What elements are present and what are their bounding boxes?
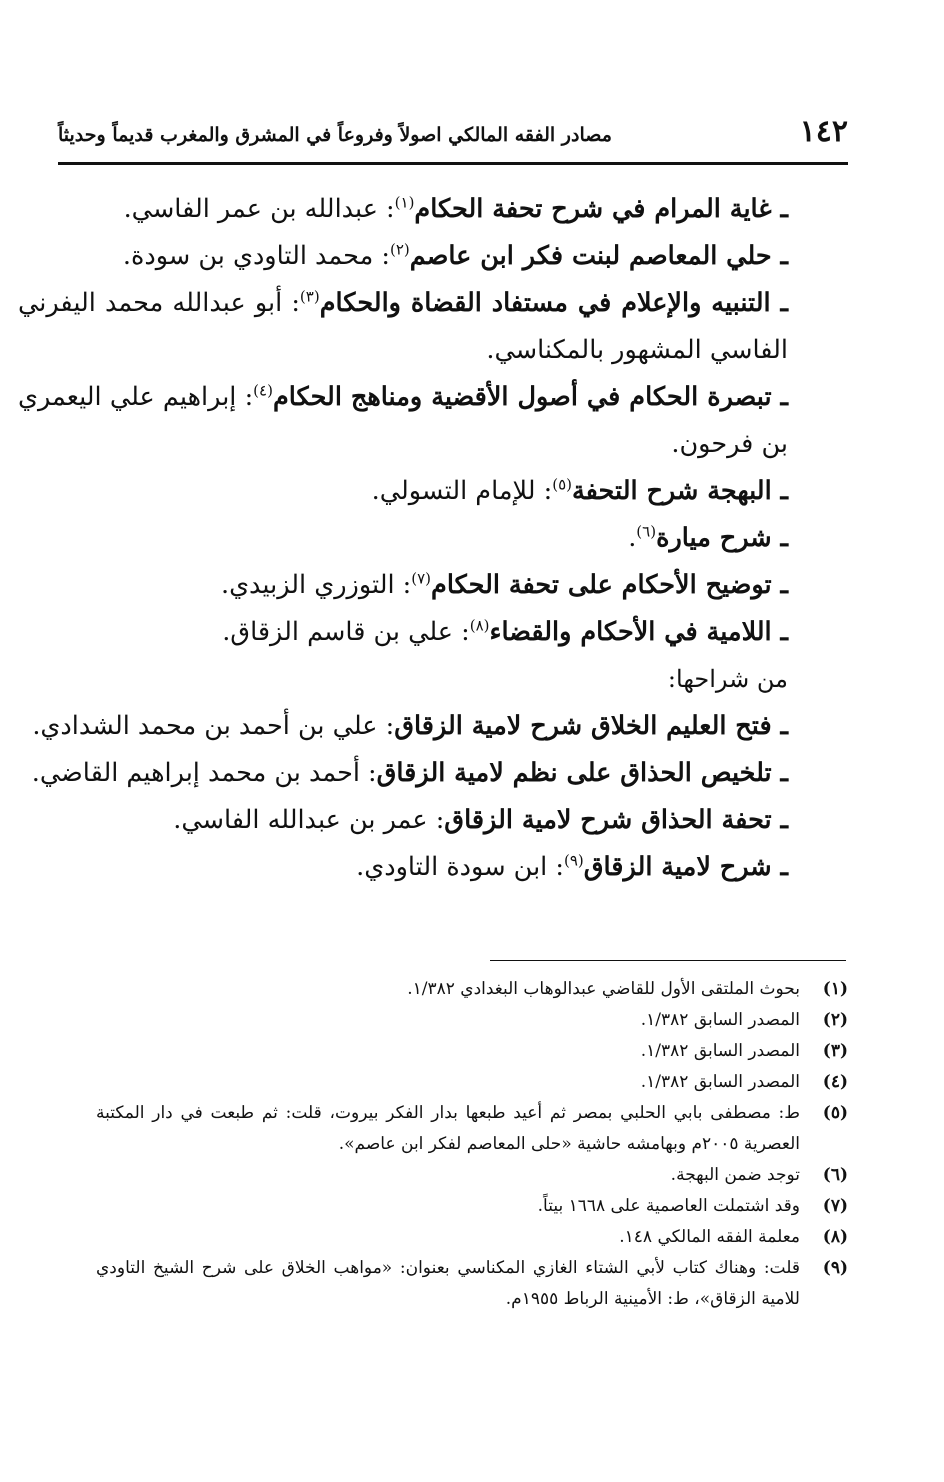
list-item bbox=[78, 468, 788, 515]
book-author: : عبدالله بن عمر الفاسي. bbox=[123, 194, 395, 224]
book-title: ـ فتح العليم الخلاق شرح لامية الزقاق bbox=[394, 711, 788, 741]
footnote bbox=[96, 1253, 848, 1315]
footnote-text: بحوث الملتقى الأول للقاضي عبدالوهاب البغدادي ١/٣٨٢. bbox=[407, 979, 800, 999]
footnote-text: المصدر السابق ١/٣٨٢. bbox=[640, 1072, 800, 1092]
footnote-number: (٣) bbox=[822, 1041, 848, 1061]
footnote-text: توجد ضمن البهجة. bbox=[670, 1165, 800, 1185]
page-number: ١٤٢ bbox=[799, 114, 848, 149]
footnote-divider bbox=[490, 960, 846, 961]
book-author: : علي بن قاسم الزقاق. bbox=[222, 617, 470, 647]
footnote bbox=[96, 1098, 848, 1160]
footnote-text: ط: مصطفى بابي الحلبي بمصر ثم أعيد طبعها بدار الفكر بيروت، قلت: ثم طبعت في دار المكتبة العصرية ٢٠٠٥م وبهامشه حاشية «حلى المعاصم لفكر ابن عاصم». bbox=[96, 1103, 800, 1154]
running-title: مصادر الفقه المالكي اصولاً وفروعاً في المشرق والمغرب قديماً وحديثاً bbox=[58, 124, 612, 146]
book-title: ـ شرح لامية الزقاق bbox=[583, 852, 788, 882]
footnote bbox=[96, 1222, 848, 1253]
footnote-number: (٦) bbox=[822, 1165, 848, 1185]
footnote-number: (٤) bbox=[822, 1072, 848, 1092]
list-item bbox=[18, 374, 788, 468]
footnote bbox=[96, 1191, 848, 1222]
book-title: ـ حلي المعاصم لبنت فكر ابن عاصم bbox=[409, 241, 788, 271]
footnote bbox=[96, 1160, 848, 1191]
footnote-ref: (٣) bbox=[299, 287, 320, 306]
footnote-ref: (٨) bbox=[469, 616, 490, 635]
footnote-number: (٢) bbox=[822, 1010, 848, 1030]
list-item bbox=[78, 797, 788, 844]
footnote bbox=[96, 1036, 848, 1067]
book-title: ـ تلخيص الحذاق على نظم لامية الزقاق bbox=[376, 758, 788, 788]
footnote-ref: (٧) bbox=[411, 569, 432, 588]
footnote bbox=[96, 974, 848, 1005]
footnote-ref: (٤) bbox=[253, 381, 273, 400]
footnote-number: (٧) bbox=[822, 1196, 848, 1216]
list-item bbox=[78, 186, 788, 233]
footnote-number: (٨) bbox=[822, 1227, 848, 1247]
commentaries-heading: من شراحها: bbox=[667, 665, 788, 693]
book-title: ـ غاية المرام في شرح تحفة الحكام bbox=[414, 194, 788, 224]
footnote bbox=[96, 1005, 848, 1036]
list-item bbox=[78, 515, 788, 562]
footnote-ref: (٦) bbox=[636, 522, 657, 541]
footnote-text: المصدر السابق ١/٣٨٢. bbox=[640, 1010, 800, 1030]
list-item bbox=[18, 280, 788, 374]
list-item bbox=[78, 233, 788, 280]
book-author: : أبو عبدالله محمد اليفرني الفاسي المشهور بالمكناسي. bbox=[18, 288, 788, 365]
book-title: ـ شرح ميارة bbox=[656, 523, 788, 553]
book-title: ـ توضيح الأحكام على تحفة الحكام bbox=[431, 570, 788, 600]
book-author: : عمر بن عبدالله الفاسي. bbox=[173, 805, 445, 835]
footnote-number: (٥) bbox=[822, 1103, 848, 1123]
book-author: : علي بن أحمد بن محمد الشدادي. bbox=[32, 711, 395, 741]
list-item bbox=[18, 750, 788, 797]
footnote-text: وقد اشتملت العاصمية على ١٦٦٨ بيتاً. bbox=[537, 1196, 800, 1216]
page-header bbox=[58, 112, 848, 156]
book-author: : محمد التاودي بن سودة. bbox=[122, 241, 390, 271]
list-item bbox=[18, 703, 788, 750]
book-author: : إبراهيم علي اليعمري بن فرحون. bbox=[18, 382, 788, 459]
footnote-ref: (٢) bbox=[389, 240, 410, 259]
list-item bbox=[78, 609, 788, 656]
footnote-text: المصدر السابق ١/٣٨٢. bbox=[640, 1041, 800, 1061]
footnote-number: (٩) bbox=[822, 1258, 848, 1278]
book-author: : للإمام التسولي. bbox=[371, 476, 553, 506]
header-rule bbox=[58, 162, 848, 165]
footnotes bbox=[96, 974, 848, 1315]
footnote-ref: (١) bbox=[394, 193, 415, 212]
book-title: ـ اللامية في الأحكام والقضاء bbox=[489, 617, 788, 647]
book-title: ـ التنبيه والإعلام في مستفاد القضاة والحكام bbox=[319, 288, 788, 318]
footnote-ref: (٩) bbox=[563, 851, 584, 870]
book-title: ـ البهجة شرح التحفة bbox=[571, 476, 788, 506]
book-list bbox=[18, 186, 788, 891]
book-title: ـ تبصرة الحكام في أصول الأقضية ومناهج الحكام bbox=[272, 382, 788, 412]
footnote-text: معلمة الفقه المالكي ١٤٨. bbox=[619, 1227, 800, 1247]
book-author: . bbox=[628, 523, 637, 553]
footnote-ref: (٥) bbox=[552, 475, 572, 494]
book-author: : ابن سودة التاودي. bbox=[356, 852, 564, 882]
book-author: : أحمد بن محمد إبراهيم القاضي. bbox=[31, 758, 377, 788]
footnote-number: (١) bbox=[822, 979, 848, 999]
book-author: : التوزري الزبيدي. bbox=[220, 570, 412, 600]
footnote-text: قلت: وهناك كتاب لأبي الشتاء الغازي المكناسي بعنوان: «مواهب الخلاق على شرح الشيخ التاودي للامية الزقاق»، ط: الأمينية الرباط ١٩٥٥م. bbox=[96, 1258, 800, 1309]
footnote bbox=[96, 1067, 848, 1098]
book-title: ـ تحفة الحذاق شرح لامية الزقاق bbox=[444, 805, 788, 835]
list-item bbox=[78, 844, 788, 891]
list-item bbox=[78, 562, 788, 609]
